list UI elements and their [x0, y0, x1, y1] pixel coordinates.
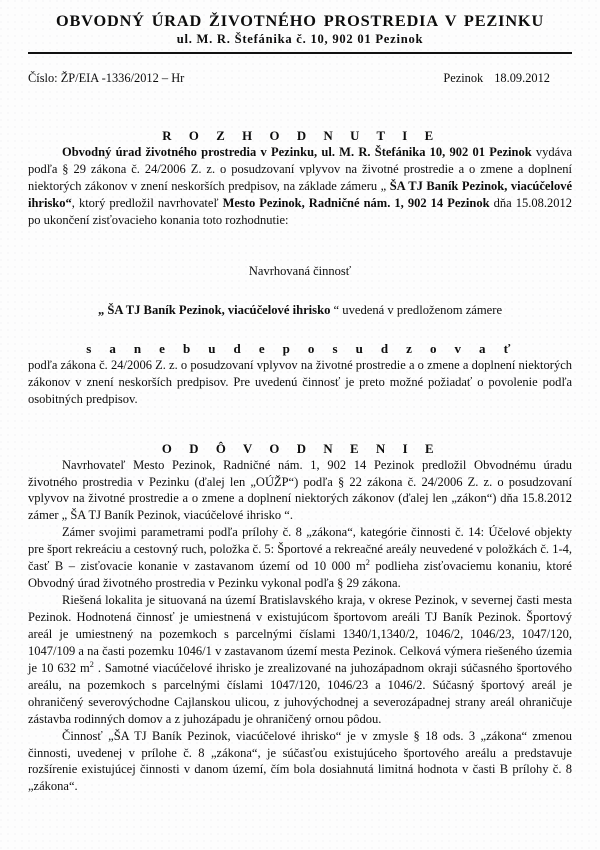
decision-proposer-bold: Mesto Pezinok, Radničné nám. 1, 902 14 Pezinok — [222, 195, 490, 210]
heading-verdict: s a n e b u d e p o s u d z o v a ť — [86, 340, 514, 356]
office-name: OBVODNÝ ÚRAD ŽIVOTNÉHO PROSTREDIA V PEZINKU — [55, 11, 545, 30]
place-date — [443, 71, 572, 86]
reasoning-paragraph-2 — [28, 524, 572, 592]
reasoning-3-text-a: Riešená lokalita je situovaná na území Bratislavského kraja, v okrese Pezinok, v severnej časti mesta Pezinok. Hodnotená činnosť je umiestnená v existujúcom športovom areáli TJ Baník Pezinok. Športový areál je umiestnený na pozemkoch s parcelnými číslami 1340/1,1340/2, 1046/2, 1046/23, 1047/120, 1047/109 a na časti pozemku 1046/1 v zastavanom území mesta Pezinok. Celková výmera riešeného územia je 10 632 m — [28, 593, 572, 675]
decision-project-bold: ŠA TJ Baník Pezinok, viacúčelové ihrisko“ — [28, 178, 572, 210]
office-address: ul. M. R. Štefánika č. 10, 902 01 Pezinok — [176, 32, 424, 47]
heading-odovodnenie: O D Ô V O D N E N I E — [161, 441, 439, 456]
reasoning-paragraph-1: Navrhovateľ Mesto Pezinok, Radničné nám. 1, 902 14 Pezinok predložil Obvodnému úradu životného prostredia v Pezinku (ďalej len „OÚŽP“) podľa § 22 zákona č. 24/2006 Z. z. o posudzovaní vplyvov na životné prostredie a o zmene a doplnení niektorých zákonov (ďalej len „zákon“) dňa 15.8.2012 zámer „ ŠA TJ Baník Pezinok, viacúčelové ihrisko “. — [28, 457, 572, 523]
reasoning-paragraph-3 — [28, 592, 572, 728]
letterhead — [28, 12, 572, 54]
reasoning-paragraph-4: Činnosť „ŠA TJ Baník Pezinok, viacúčelové ihrisko“ je v zmysle § 18 ods. 3 „zákona“ zmenou činnosti, uvedenej v prílohe č. 8 „zákona“, je súčasťou existujúceho športového areálu a predstavuje rozšírenie existujúcej činnosti v danom území, čím bola dosiahnutá limitná hodnota v časti B prílohy č. 8 „zákona“. — [28, 728, 572, 794]
document-body — [28, 12, 572, 795]
decision-text-1: vydáva podľa § 29 zákona č. 24/2006 Z. z. o posudzovaní vplyvov na životné prostredie a o zmene a doplnení niektorých zákonov v znení neskorších predpisov, na základe zámeru „ — [28, 145, 572, 193]
letterhead-divider — [28, 52, 572, 54]
reasoning-3-superscript: 2 — [89, 659, 94, 669]
reasoning-2-text-b: podlieha zisťovaciemu konaniu, ktoré Obvodný úrad životného prostredia v Pezinku vykonal podľa § 29 zákona. — [28, 559, 572, 591]
place-label: Pezinok — [443, 71, 484, 86]
verdict-basis-paragraph: podľa zákona č. 24/2006 Z. z. o posudzovaní vplyvov na životné prostredie a o zmene a doplnení niektorých zákonov v znení neskorších predpisov. Pre uvedenú činnosť je preto možné požiadať o povolenie podľa osobitných predpisov. — [28, 357, 572, 406]
proposed-activity-label: Navrhovaná činnosť — [248, 263, 352, 278]
date-label: 18.09.2012 — [494, 71, 550, 86]
activity-name-tail: “ uvedená v predloženom zámere — [333, 302, 503, 317]
reasoning-3-text-b: . Samotné viacúčelové ihrisko je zrealizované na juhozápadnom okraji súčasného športového areálu, na pozemkoch s parcelnými číslami 1047/120, 1046/23 a 1046/2. Súčasný športový areál je ohraničený severovýchodne Cajlanskou ulicou, z juhovýchodnej a severozápadnej strany areál ohraničuje zástavba rodinných domov a z juhozápadu je ohraničený ornou pôdou. — [28, 660, 572, 726]
decision-office-bold: Obvodný úrad životného prostredia v Pezinku, ul. M. R. Štefánika 10, 902 01 Pezinok — [62, 145, 532, 160]
reference-row — [28, 71, 572, 86]
reference-number: Číslo: ŽP/EIA -1336/2012 – Hr — [28, 71, 185, 86]
decision-paragraph — [28, 144, 572, 229]
heading-rozhodnutie: R O Z H O D N U T I E — [162, 129, 438, 144]
decision-text-3: dňa 15.08.2012 po ukončení zisťovacieho konania toto rozhodnutie: — [28, 195, 572, 227]
activity-name-bold: „ ŠA TJ Baník Pezinok, viacúčelové ihrisko — [97, 302, 334, 317]
decision-text-2: , ktorý predložil navrhovateľ — [71, 195, 223, 210]
reasoning-2-text-a: Zámer svojimi parametrami podľa prílohy č. 8 „zákona“, kategórie činnosti č. 14: Účelové objekty pre šport rekreáciu a cestovný ruch, položka č. 5: Športové a rekreačné areály neuvedené v položkách č. 1-4, časť B – zisťovacie konanie v zastavanom území od 10 000 m — [28, 525, 572, 574]
proposed-activity-title — [28, 303, 572, 318]
reasoning-2-superscript: 2 — [365, 558, 370, 568]
